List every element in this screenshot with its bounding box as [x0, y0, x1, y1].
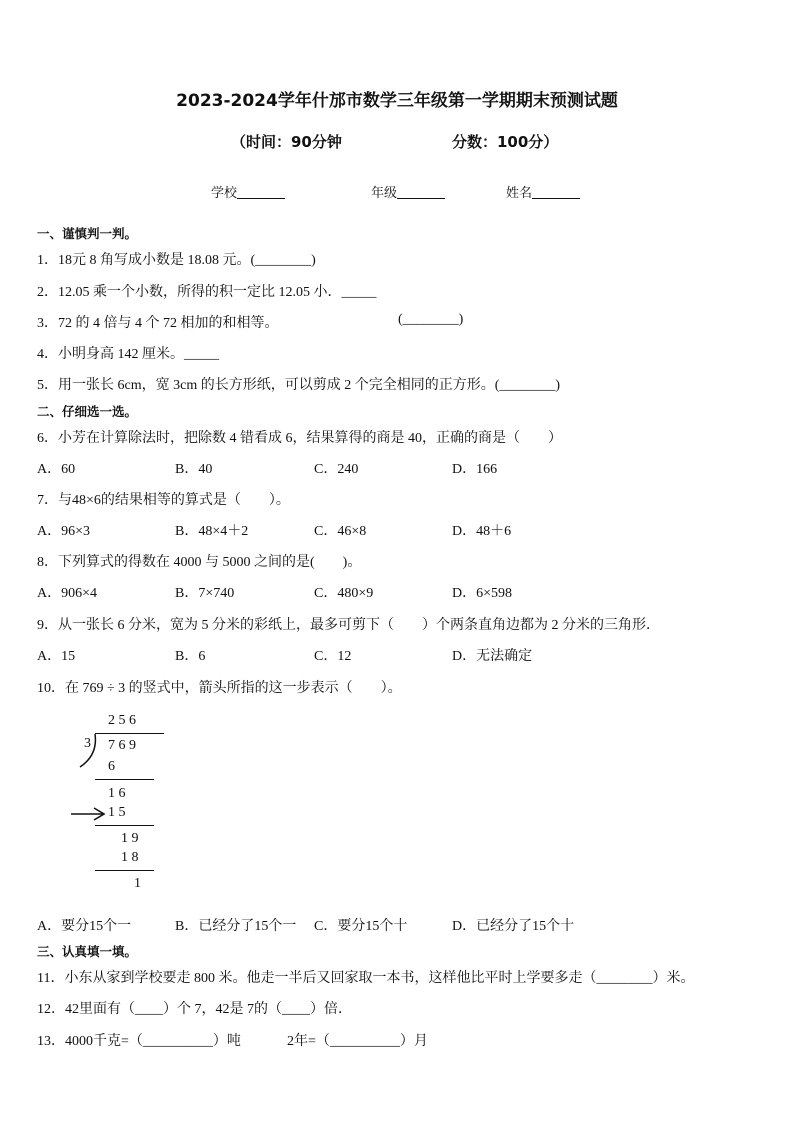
q9-option-c[interactable]: C．12 — [314, 649, 352, 664]
school-blank[interactable] — [237, 185, 285, 199]
question-2: 2．12.05 乘一个小数，所得的积一定比 12.05 小．_____ — [37, 285, 377, 300]
grade-label: 年级 — [371, 186, 398, 201]
q8-option-b[interactable]: B．7×740 — [175, 586, 235, 601]
q8-option-a[interactable]: A．906×4 — [37, 586, 98, 601]
division-divisor: 3 — [84, 736, 91, 751]
page-title: 2023-2024学年什邡市数学三年级第一学期期末预测试题 — [176, 91, 618, 111]
q7-option-c[interactable]: C．46×8 — [314, 524, 367, 539]
division-remainder: 1 — [134, 876, 141, 891]
division-step-1: 6 — [108, 759, 115, 774]
division-line-1 — [95, 779, 154, 780]
question-8: 8．下列算式的得数在 4000 与 5000 之间的是( )。 — [37, 555, 362, 570]
section-heading-3: 三、认真填一填。 — [37, 944, 138, 959]
division-quotient: 2 5 6 — [108, 713, 136, 728]
division-dividend: 7 6 9 — [108, 738, 136, 753]
grade-blank[interactable] — [397, 185, 445, 199]
question-4: 4．小明身高 142 厘米。_____ — [37, 347, 219, 362]
school-field[interactable] — [211, 182, 285, 201]
question-3-blank[interactable]: (________) — [398, 312, 464, 327]
division-step-5: 1 8 — [121, 850, 139, 865]
q6-option-a[interactable]: A．60 — [37, 462, 76, 477]
exam-time: （时间：90分钟 — [231, 133, 342, 151]
question-13a: 13．4000千克=（__________）吨 — [37, 1034, 241, 1049]
q10-option-b[interactable]: B．已经分了15个一 — [175, 919, 297, 934]
q10-option-d[interactable]: D．已经分了15个十 — [452, 919, 575, 934]
section-heading-2: 二、仔细选一选。 — [37, 404, 138, 419]
name-blank[interactable] — [532, 185, 580, 199]
question-9: 9．从一张长 6 分米，宽为 5 分米的彩纸上，最多可剪下（ ）个两条直角边都为 2 分米的三角形． — [37, 618, 660, 633]
exam-score: 分数：100分） — [452, 133, 559, 151]
division-step-3: 1 5 — [108, 805, 126, 820]
question-13b: 2年=（__________）月 — [287, 1034, 428, 1049]
division-bracket — [76, 733, 100, 769]
question-6: 6．小芳在计算除法时，把除数 4 错看成 6，结果算得的商是 40，正确的商是（ ） — [37, 431, 562, 446]
question-7: 7．与48×6的结果相等的算式是（ ）。 — [37, 493, 290, 508]
q9-option-d[interactable]: D．无法确定 — [452, 649, 533, 664]
q8-option-c[interactable]: C．480×9 — [314, 586, 374, 601]
question-1: 1．18元 8 角写成小数是 18.08 元。(________) — [37, 253, 316, 268]
q7-option-d[interactable]: D．48＋6 — [452, 524, 512, 539]
arrow-right-icon — [70, 806, 106, 822]
q9-option-a[interactable]: A．15 — [37, 649, 76, 664]
name-label: 姓名 — [506, 186, 533, 201]
division-bar — [95, 733, 164, 734]
question-12: 12．42里面有（____）个 7，42是 7的（____）倍． — [37, 1002, 352, 1017]
q7-option-a[interactable]: A．96×3 — [37, 524, 91, 539]
q7-option-b[interactable]: B．48×4＋2 — [175, 524, 249, 539]
question-11: 11．小东从家到学校要走 800 米。他走一半后又回家取一本书，这样他比平时上学要多走（________）米。 — [37, 971, 695, 986]
q6-option-c[interactable]: C．240 — [314, 462, 359, 477]
school-label: 学校 — [211, 186, 238, 201]
q10-option-c[interactable]: C．要分15个十 — [314, 919, 408, 934]
name-field[interactable] — [506, 182, 580, 201]
q9-option-b[interactable]: B．6 — [175, 649, 206, 664]
q6-option-b[interactable]: B．40 — [175, 462, 213, 477]
division-line-2 — [95, 825, 154, 826]
question-5: 5．用一张长 6cm，宽 3cm 的长方形纸，可以剪成 2 个完全相同的正方形。(________) — [37, 378, 561, 393]
division-step-2: 1 6 — [108, 786, 126, 801]
division-step-4: 1 9 — [121, 831, 139, 846]
grade-field[interactable] — [371, 182, 445, 201]
section-heading-1: 一、谨慎判一判。 — [37, 226, 138, 241]
q8-option-d[interactable]: D．6×598 — [452, 586, 513, 601]
q6-option-d[interactable]: D．166 — [452, 462, 498, 477]
question-10: 10．在 769 ÷ 3 的竖式中，箭头所指的这一步表示（ ）。 — [37, 681, 402, 696]
division-line-3 — [95, 870, 154, 871]
question-3: 3．72 的 4 倍与 4 个 72 相加的和相等。 — [37, 316, 279, 331]
q10-option-a[interactable]: A．要分15个一 — [37, 919, 132, 934]
